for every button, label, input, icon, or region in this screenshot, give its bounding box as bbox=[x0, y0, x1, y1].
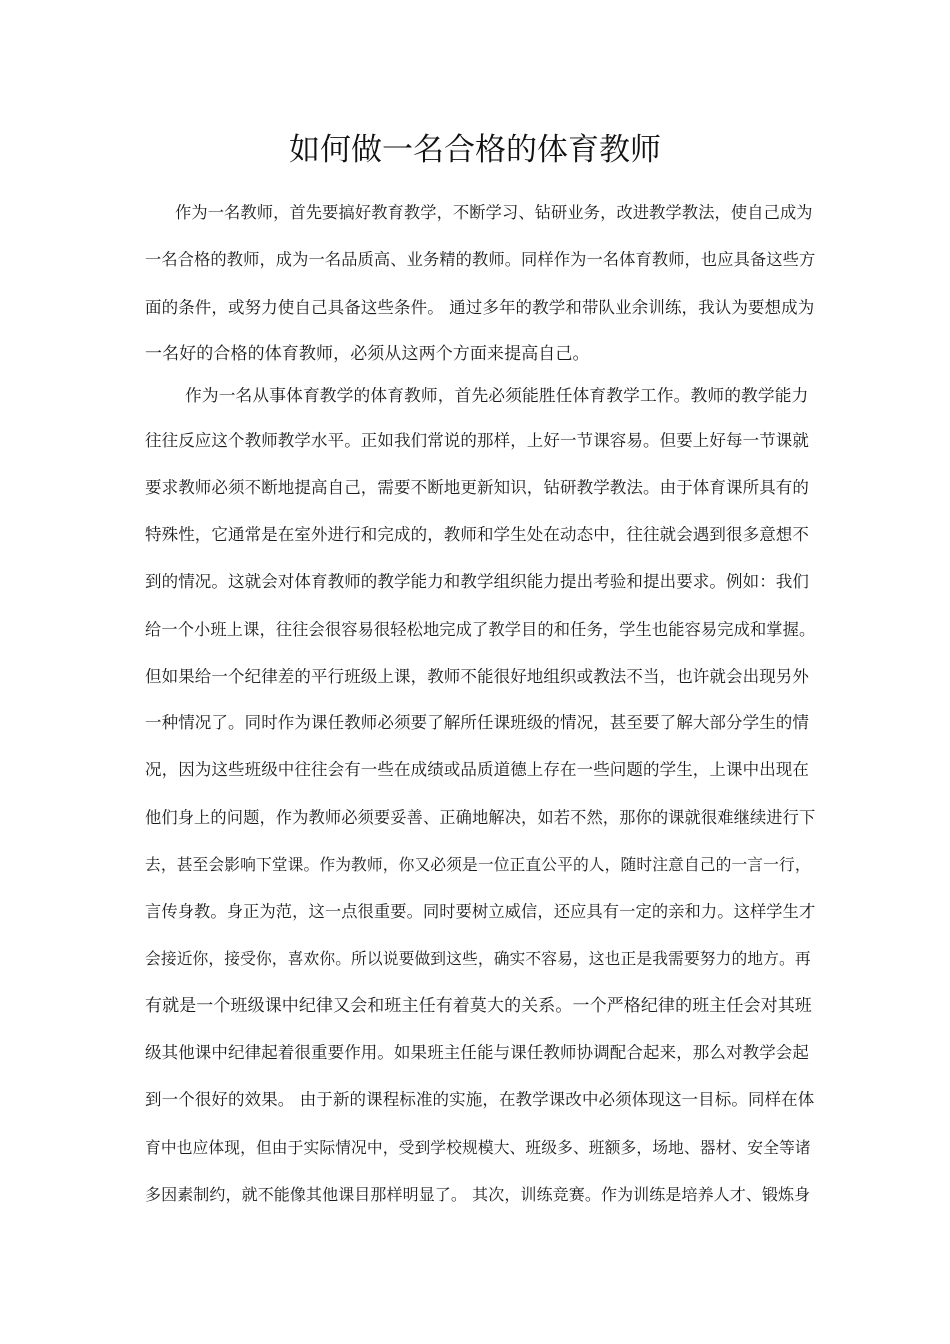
text-line: 但如果给一个纪律差的平行班级上课，教师不能很好地组织或教法不当，也许就会出现另外 bbox=[145, 667, 809, 686]
text-line: 往往反应这个教师教学水平。正如我们常说的那样，上好一节课容易。但要上好每一节课就 bbox=[145, 431, 809, 450]
text-line: 到一个很好的效果。 由于新的课程标准的实施，在教学课改中必须体现这一目标。同样在体 bbox=[145, 1090, 815, 1109]
text-line: 作为一名从事体育教学的体育教师，首先必须能胜任体育教学工作。教师的教学能力 bbox=[185, 385, 809, 405]
text-line: 多因素制约，就不能像其他课目那样明显了。 其次，训练竞赛。作为训练是培养人才、锻炼身 bbox=[145, 1185, 811, 1204]
text-line: 一种情况了。同时作为课任教师必须要了解所任课班级的情况，甚至要了解大部分学生的情 bbox=[145, 713, 809, 732]
text-line: 特殊性，它通常是在室外进行和完成的，教师和学生处在动态中，往往就会遇到很多意想不 bbox=[145, 525, 809, 544]
text-line: 会接近你，接受你，喜欢你。所以说要做到这些，确实不容易，这也正是我需要努力的地方。再 bbox=[145, 949, 811, 968]
text-line: 一名好的合格的体育教师，必须从这两个方面来提高自己。 bbox=[145, 344, 590, 364]
text-line: 言传身教。身正为范，这一点很重要。同时要树立威信，还应具有一定的亲和力。这样学生才 bbox=[145, 902, 816, 921]
text-line: 到的情况。这就会对体育教师的教学能力和教学组织能力提出考验和提出要求。例如：我们 bbox=[145, 572, 809, 591]
text-line: 面的条件，或努力使自己具备这些条件。 通过多年的教学和带队业余训练，我认为要想成为 bbox=[145, 298, 815, 317]
text-line: 作为一名教师，首先要搞好教育教学，不断学习、钻研业务，改进教学教法，使自己成为 bbox=[175, 203, 813, 222]
text-line: 去，甚至会影响下堂课。作为教师，你又必须是一位正直公平的人，随时注意自己的一言一行， bbox=[145, 855, 811, 874]
text-line: 育中也应体现，但由于实际情况中，受到学校规模大、班级多、班额多，场地、器材、安全等诸 bbox=[145, 1138, 811, 1157]
text-line: 他们身上的问题，作为教师必须要妥善、正确地解决，如若不然，那你的课就很难继续进行下 bbox=[145, 808, 816, 827]
text-line: 给一个小班上课，往往会很容易很轻松地完成了教学目的和任务，学生也能容易完成和掌握。 bbox=[145, 620, 816, 639]
text-line: 有就是一个班级课中纪律又会和班主任有着莫大的关系。一个严格纪律的班主任会对其班 bbox=[145, 996, 812, 1016]
text-line: 要求教师必须不断地提高自己，需要不断地更新知识，钻研教学教法。由于体育课所具有的 bbox=[145, 478, 809, 497]
text-line: 级其他课中纪律起着很重要作用。如果班主任能与课任教师协调配合起来，那么对教学会起 bbox=[145, 1043, 809, 1062]
text-line: 一名合格的教师，成为一名品质高、业务精的教师。同样作为一名体育教师，也应具备这些方 bbox=[145, 250, 816, 269]
document-title: 如何做一名合格的体育教师 bbox=[289, 132, 661, 168]
text-line: 况，因为这些班级中往往会有一些在成绩或品质道德上存在一些问题的学生，上课中出现在 bbox=[145, 760, 809, 779]
